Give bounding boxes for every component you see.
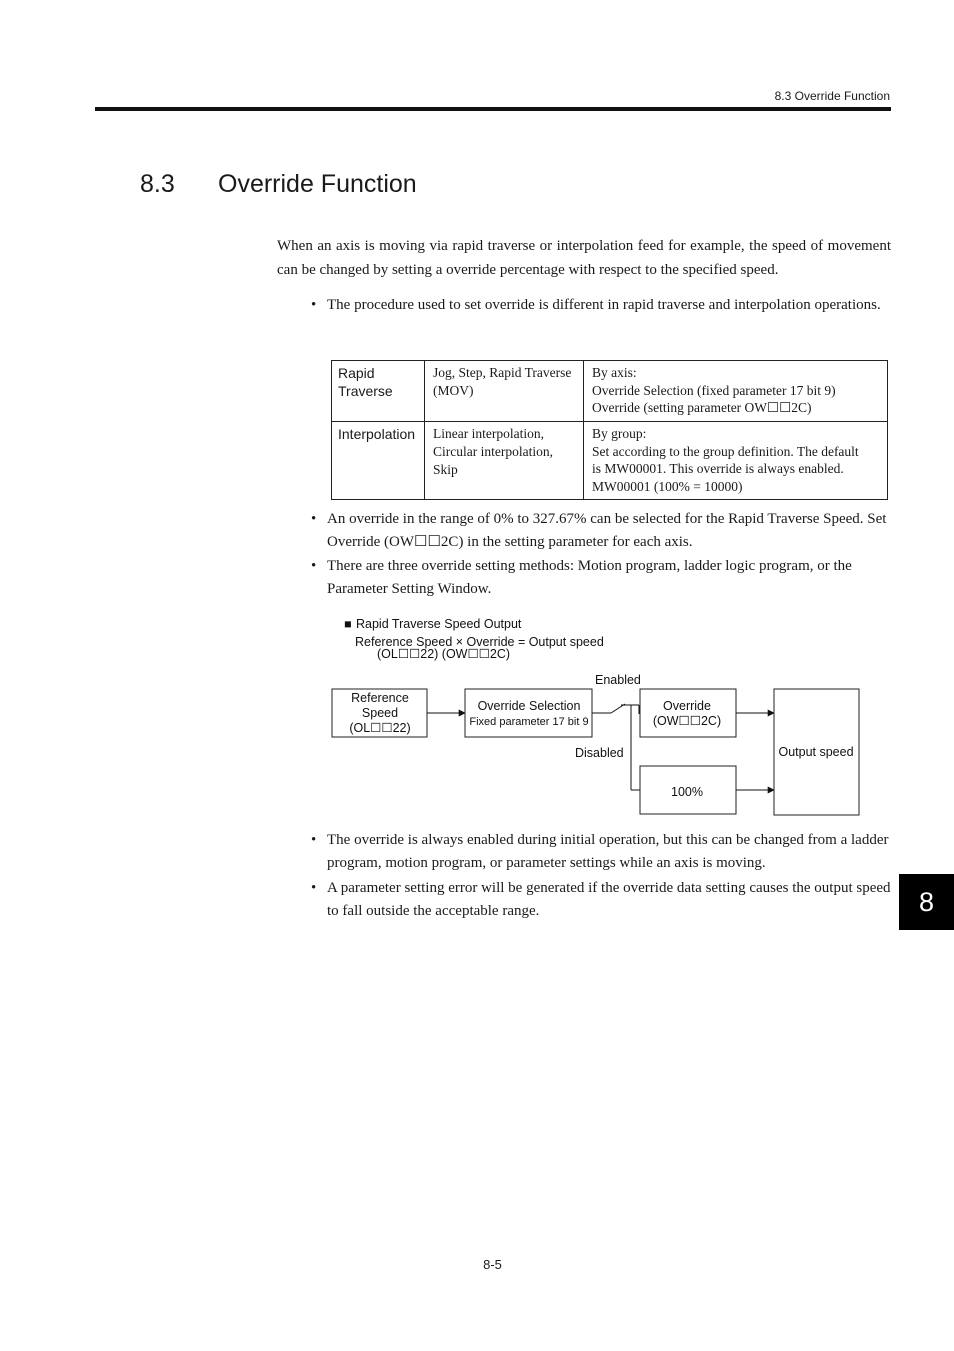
output-speed-label: Output speed	[778, 745, 854, 759]
override-table	[331, 360, 888, 500]
diagram-heading: Rapid Traverse Speed Output	[356, 617, 522, 631]
rapid-traverse-diagram	[331, 614, 871, 820]
override-box-line: Override	[663, 699, 711, 713]
cell-line: MW00001 (100% = 10000)	[592, 478, 743, 494]
bullet-text: There are three override setting methods: Motion program, ladder logic program, or the Parameter Setting Window.	[327, 558, 852, 597]
cell-line: (MOV)	[433, 383, 474, 398]
bullet-initial-operation	[311, 829, 891, 875]
ref-box-line: (OL☐☐22)	[349, 721, 411, 735]
selection-box-line: Fixed parameter 17 bit 9	[469, 716, 589, 728]
cell-line: Interpolation	[338, 426, 416, 442]
bullet-procedure	[311, 291, 891, 319]
diagram-heading-marker: ■	[344, 617, 352, 631]
intro-paragraph: When an axis is moving via rapid traverse or interpolation feed for example, the speed of movement can be changed by setting a override percentage with respect to the specified speed.	[277, 238, 891, 278]
bullet-text: An override in the range of 0% to 327.67% can be selected for the Rapid Traverse Speed. Set Override (OW☐☐2C) in the setting parameter for each axis.	[327, 511, 887, 550]
enabled-label: Enabled	[595, 673, 641, 687]
cell-line: By group:	[592, 426, 647, 441]
diagram-formula: Reference Speed × Override = Output speed	[355, 635, 604, 649]
bullet-text: The procedure used to set override is different in rapid traverse and interpolation operations.	[327, 297, 881, 313]
section-title: Override Function	[218, 170, 417, 198]
bullet-dot: •	[311, 511, 317, 527]
ref-box-line: Speed	[361, 706, 399, 720]
bullet-parameter-error	[311, 877, 891, 923]
cell-line: Override (setting parameter OW☐☐2C)	[592, 400, 812, 415]
selection-box-line: Override Selection	[477, 699, 581, 713]
cell-line: By axis:	[592, 365, 637, 380]
bullet-dot: •	[311, 558, 317, 574]
cell-line: Circular interpolation,	[433, 444, 553, 459]
cell-line: Linear interpolation,	[433, 426, 544, 441]
ref-box-line: Reference	[351, 691, 409, 705]
operations-cell	[425, 422, 584, 500]
bullet-dot: •	[311, 297, 317, 313]
page-number: 8-5	[483, 1257, 502, 1272]
override-box	[640, 689, 736, 737]
cell-line: Rapid	[338, 365, 375, 381]
hundred-percent-label: 100%	[671, 785, 703, 799]
cell-line: Traverse	[338, 383, 393, 399]
chapter-tab: 8	[899, 874, 954, 930]
cell-line: Jog, Step, Rapid Traverse	[433, 365, 572, 380]
bullet-override-range	[311, 508, 891, 554]
bullet-dot: •	[311, 880, 317, 896]
diagram-formula-registers: (OL☐☐22) (OW☐☐2C)	[377, 647, 511, 661]
section-number: 8.3	[140, 170, 175, 198]
running-header: 8.3 Override Function	[774, 89, 890, 103]
table-row	[332, 361, 888, 422]
mode-cell	[332, 422, 425, 500]
mode-cell	[332, 361, 425, 422]
header-rule	[95, 107, 891, 111]
bullet-dot: •	[311, 832, 317, 848]
operations-cell	[425, 361, 584, 422]
disabled-label: Disabled	[575, 746, 624, 760]
cell-line: Override Selection (fixed parameter 17 bit 9)	[592, 382, 836, 398]
bullet-setting-methods	[311, 555, 891, 601]
override-selection-box	[465, 689, 592, 737]
cell-line: is MW00001. This override is always enabled.	[592, 461, 844, 476]
bullet-text: A parameter setting error will be generated if the override data setting causes the output speed to fall outside the acceptable range.	[327, 880, 891, 919]
override-box-line: (OW☐☐2C)	[652, 714, 722, 728]
bullet-text: The override is always enabled during initial operation, but this can be changed from a ladder program, motion program, or parameter settings while an axis is moving.	[327, 832, 889, 871]
cell-line: Skip	[433, 462, 458, 477]
description-cell	[584, 361, 888, 422]
description-cell	[584, 422, 888, 500]
table-row	[332, 422, 888, 500]
cell-line: Set according to the group definition. The default	[592, 443, 859, 459]
